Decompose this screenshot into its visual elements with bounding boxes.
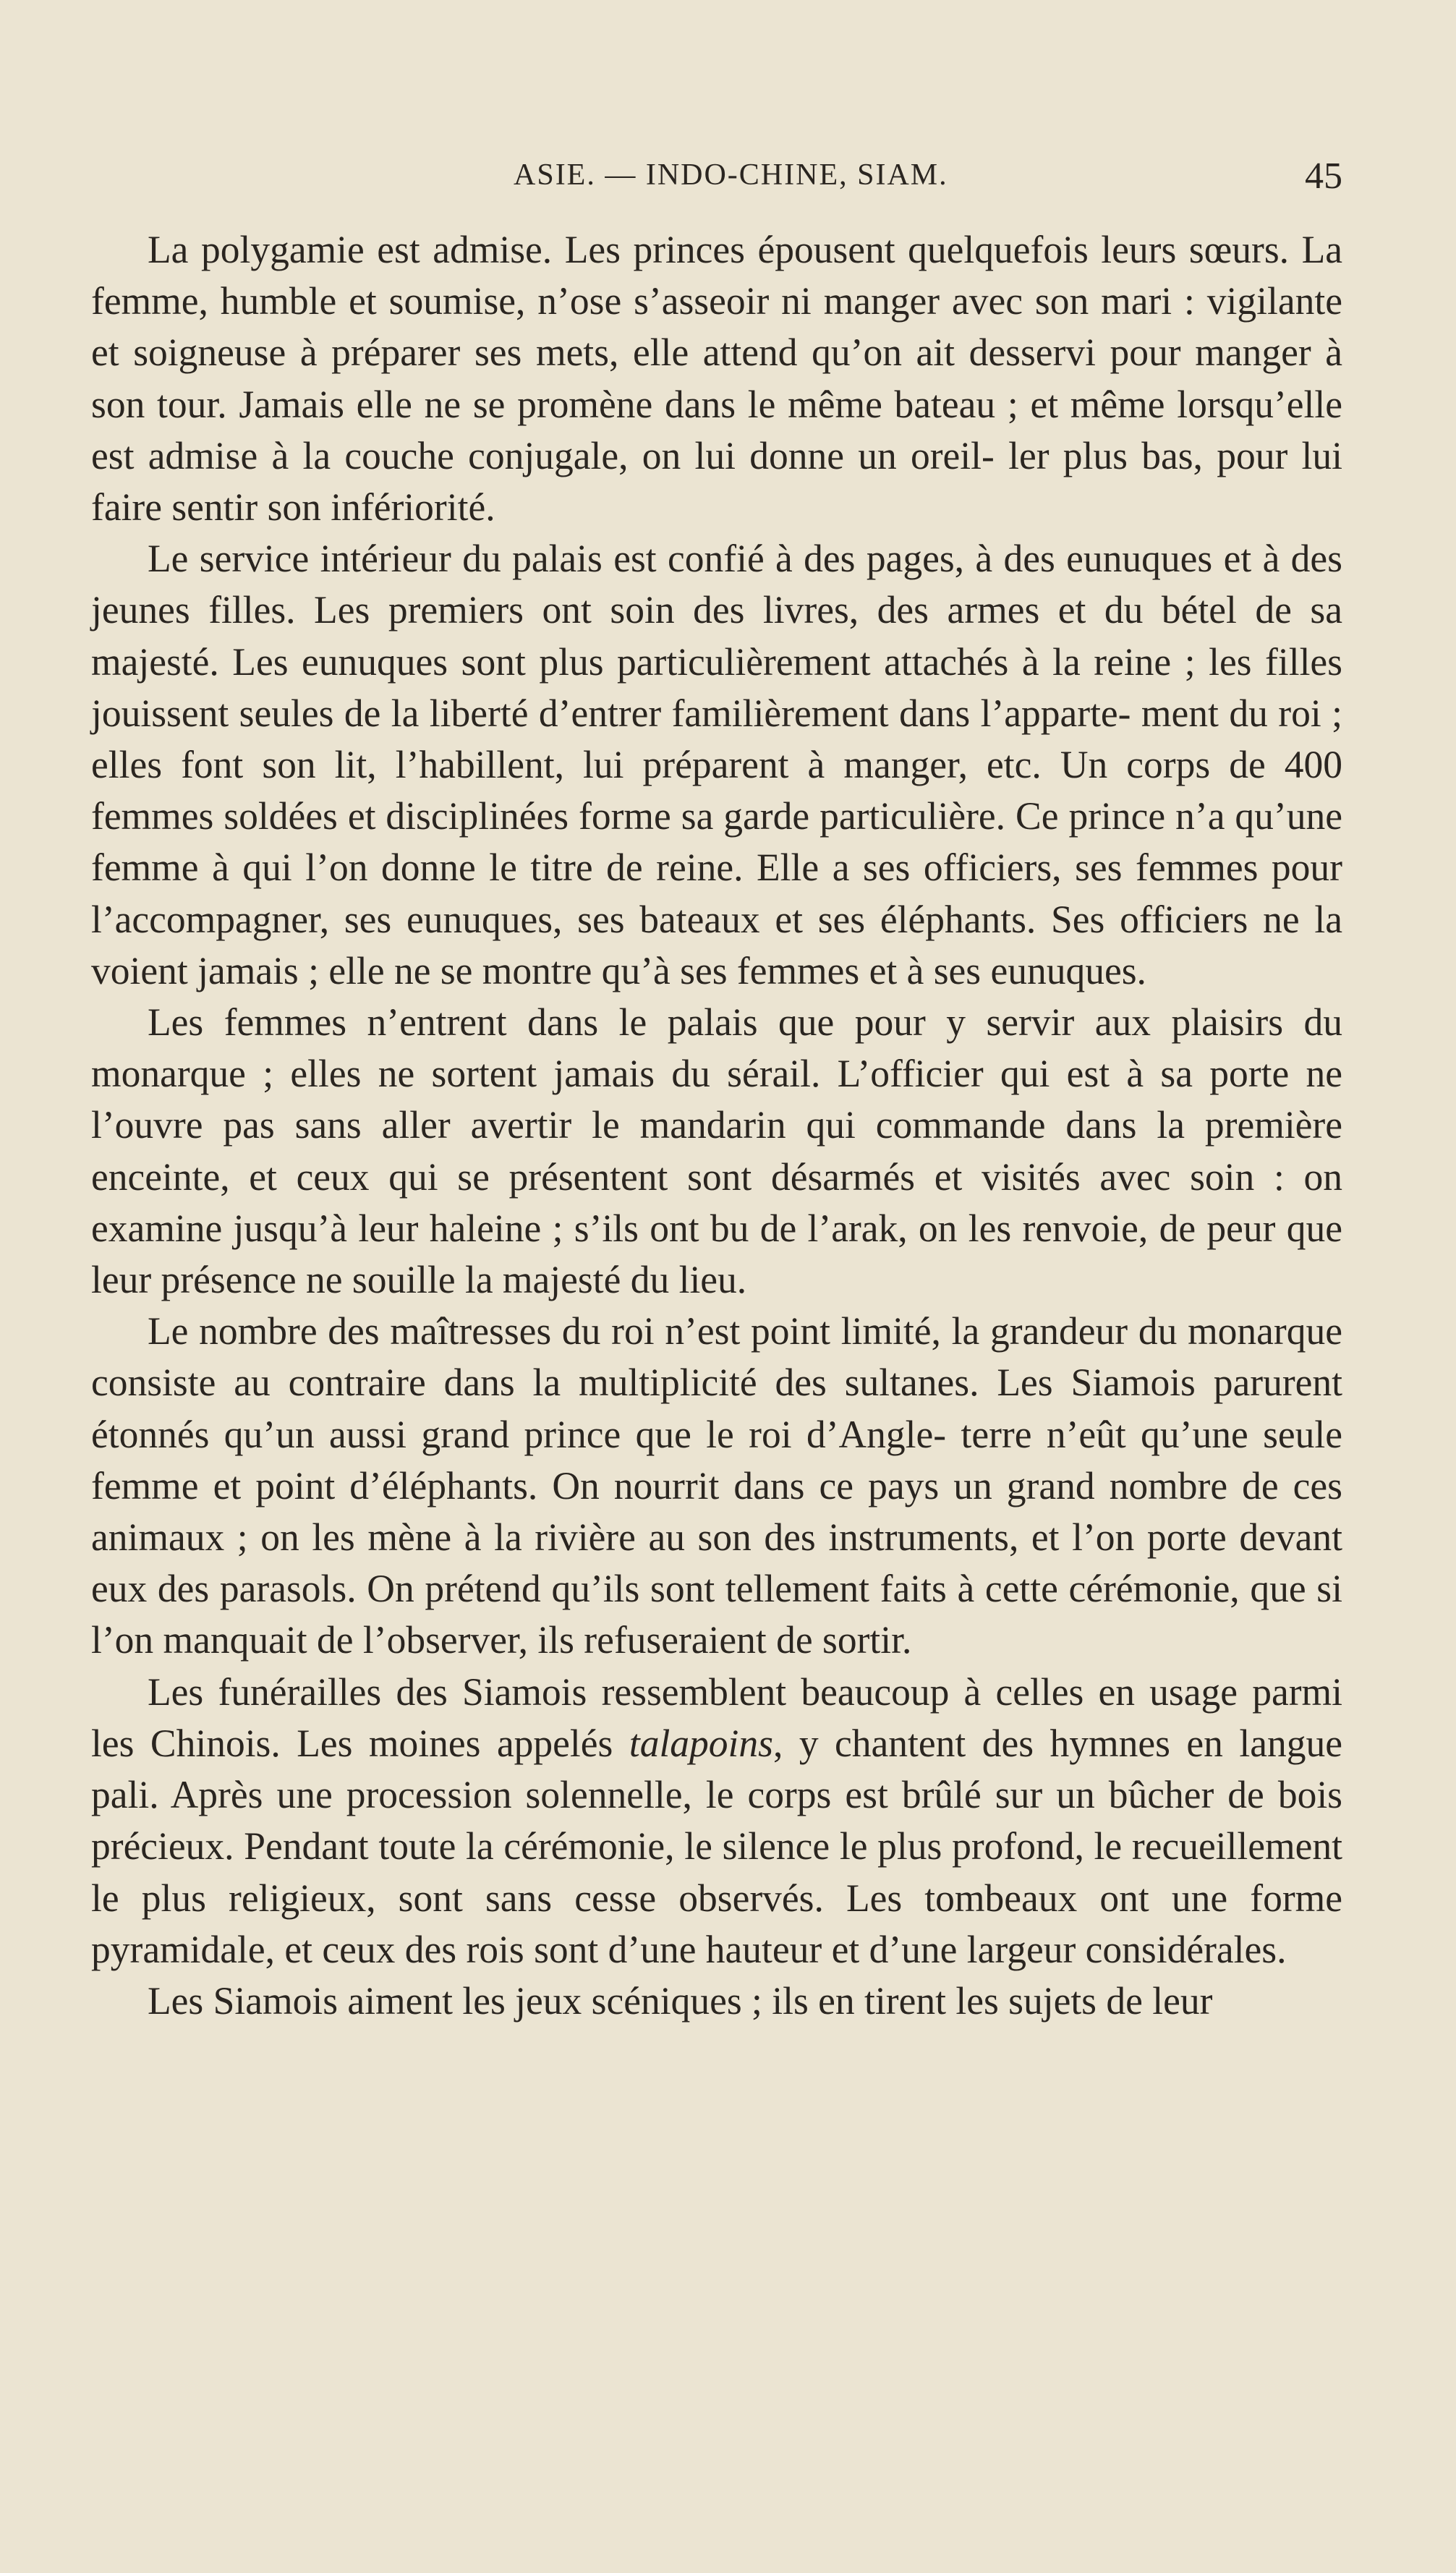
talapoins-term: talapoins xyxy=(629,1721,773,1765)
page-number: 45 xyxy=(1305,156,1342,197)
paragraph-mistresses: Le nombre des maîtresses du roi n’est point limité, la grandeur du monarque consiste au contraire dans la multiplicité des sultanes. Les Siamois parurent étonnés qu’un aussi grand prince que le roi d’Angle- terre n’eût qu’une seule femme et point d’éléphants. On nourrit dans ce pays un grand nombre de ces animaux ; on les mène à la rivière au son des instruments, et l’on porte devant eux des parasols. On prétend qu’ils sont tellement faits à cette cérémonie, que si l’on manquait de l’observer, ils refuseraient de sortir. xyxy=(91,1309,1342,1662)
paragraph-palace-women: Les femmes n’entrent dans le palais que pour y servir aux plaisirs du monarque ; elles ne sortent jamais du sérail. L’officier qui est à sa porte ne l’ouvre pas sans aller avertir le mandarin qui commande dans la première enceinte, et ceux qui se présentent sont désarmés et visités avec soin : on examine jusqu’à leur haleine ; s’ils ont bu de l’arak, on les renvoie, de peur que leur présence ne souille la majesté du lieu. xyxy=(91,1000,1342,1302)
paragraph-polygamy: La polygamie est admise. Les princes épousent quelquefois leurs sœurs. La femme, humble et soumise, n’ose s’asseoir ni manger avec son mari : vigilante et soigneuse à préparer ses mets, elle attend qu’on ait desservi pour manger à son tour. Jamais elle ne se promène dans le même bateau ; et même lorsqu’elle est admise à la couche conjugale, on lui donne un oreil- ler plus bas, pour lui faire sentir son infériorité. xyxy=(91,228,1342,530)
page-header xyxy=(137,158,1350,201)
paragraph-theatre: Les Siamois aiment les jeux scéniques ; ils en tirent les sujets de leur xyxy=(148,1978,1213,2023)
funerals-text-end: , y chantent des hymnes en langue pali. Après une procession solennelle, le corps est brûlé sur un bûcher de bois précieux. Pendant toute la cérémonie, le silence le plus profond, le recueillement le plus religieux, sont sans cesse observés. Les tombeaux ont une forme pyramidale, et ceux des rois sont d’une hauteur et d’une largeur considérales. xyxy=(91,1721,1342,1971)
paragraph-funerals xyxy=(91,1667,1342,1976)
funerals-text-start: Les funérailles des Siamois ressemblent beaucoup à celles en usage parmi les Chinois. Les moines appelés xyxy=(91,1670,1342,1765)
running-title: ASIE. — INDO-CHINE, SIAM. xyxy=(514,158,948,192)
body-text xyxy=(91,224,1342,2027)
paragraph-palace-service: Le service intérieur du palais est confié à des pages, à des eunuques et à des jeunes filles. Les premiers ont soin des livres, des armes et du bétel de sa majesté. Les eunuques sont plus particulièrement attachés à la reine ; les filles jouissent seules de la liberté d’entrer familièrement dans l’apparte- ment du roi ; elles font son lit, l’habillent, lui préparent à manger, etc. Un corps de 400 femmes soldées et disciplinées forme sa garde particulière. Ce prince n’a qu’une femme à qui l’on donne le titre de reine. Elle a ses officiers, ses femmes pour l’accompagner, ses eunuques, ses bateaux et ses éléphants. Ses officiers ne la voient jamais ; elle ne se montre qu’à ses femmes et à ses eunuques. xyxy=(91,537,1342,992)
